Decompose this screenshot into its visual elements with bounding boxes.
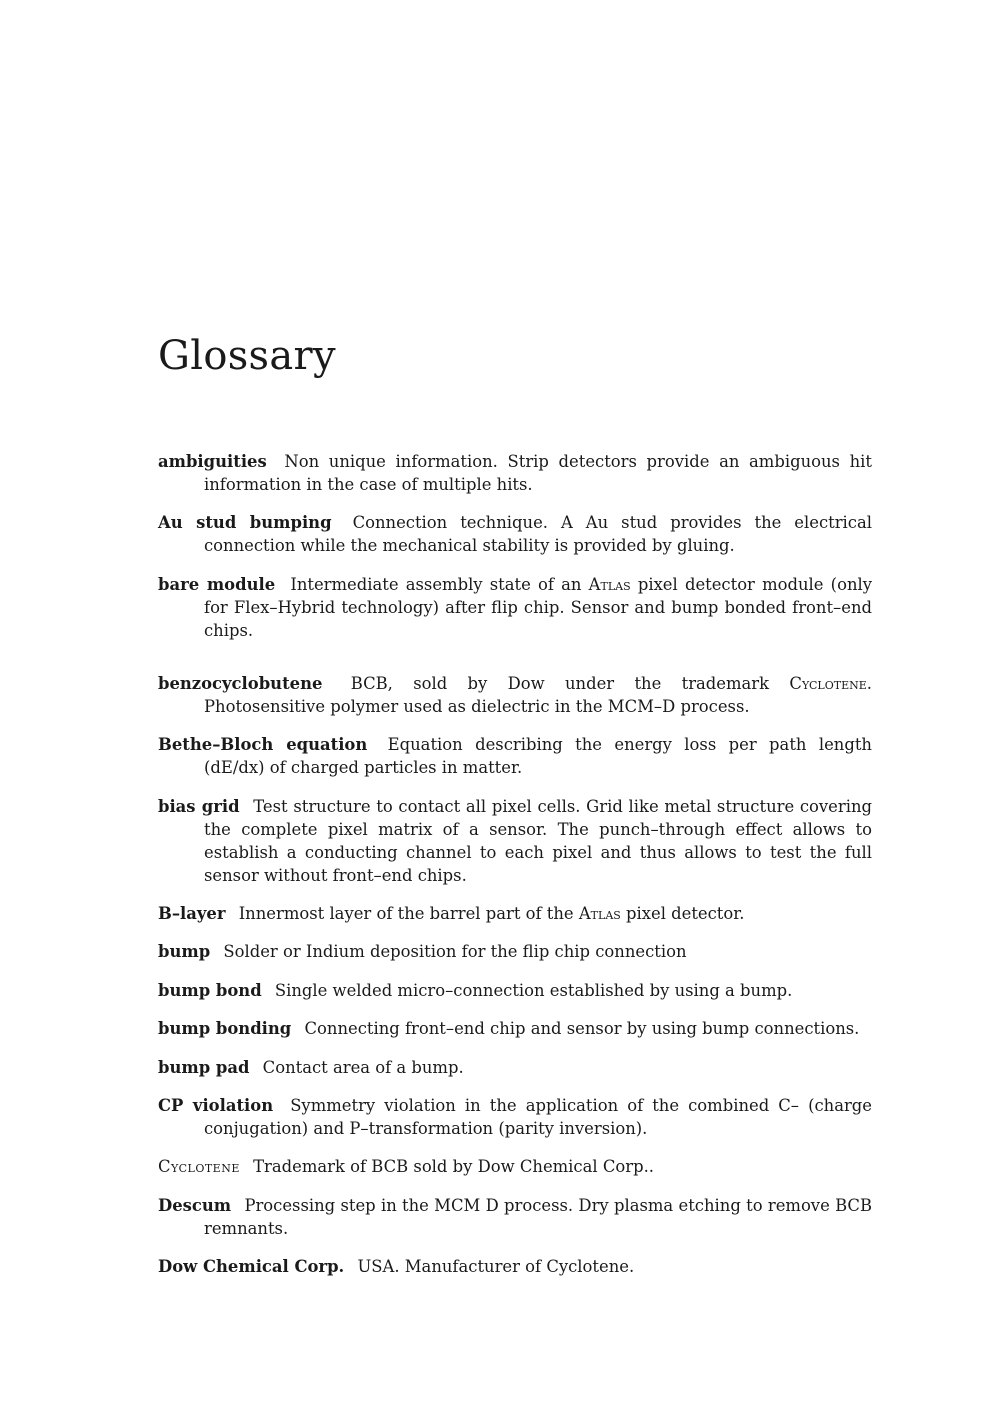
page-title: Glossary — [158, 333, 336, 379]
definition-text: BCB, sold by Dow under the trademark — [350, 673, 790, 693]
glossary-term: Bethe–Bloch equation — [158, 735, 368, 755]
glossary-definition: Equation describing the energy loss per path length (dE/dx) of charged particles in matter. — [204, 735, 872, 778]
glossary-definition: Contact area of a bump. — [262, 1057, 464, 1077]
glossary-entry-descum — [158, 1194, 872, 1240]
glossary-definition: Solder or Indium deposition for the flip chip connection — [223, 942, 687, 962]
glossary-entry-cyclotene — [158, 1155, 872, 1178]
glossary-entry-bump-bonding — [158, 1017, 872, 1040]
glossary-definition: USA. Manufacturer of Cyclotene. — [357, 1257, 635, 1277]
glossary-entry-benzocyclobutene — [158, 672, 872, 718]
glossary-definition: Single welded micro–connection established by using a bump. — [274, 980, 793, 1000]
glossary-entry-bump-pad — [158, 1056, 872, 1079]
glossary-term: bump bonding — [158, 1019, 292, 1039]
glossary-entry-ambiguities — [158, 450, 872, 496]
glossary-term: Cyclotene — [158, 1157, 240, 1177]
glossary-definition: Processing step in the MCM D process. Dry plasma etching to remove BCB remnants. — [204, 1195, 873, 1238]
glossary-term: bare module — [158, 574, 276, 594]
glossary-definition: Connecting front–end chip and sensor by using bump connections. — [304, 1019, 860, 1039]
definition-text: . Photosensitive polymer used as dielectric in the MCM–D process. — [204, 673, 872, 716]
glossary-term: Descum — [158, 1195, 232, 1215]
glossary-definition — [239, 904, 745, 923]
glossary-definition: Test structure to contact all pixel cells. Grid like metal structure covering the complete pixel matrix of a sensor. The punch–through effect allows to establish a conducting channel to each pixel and thus allows to test the full sensor without front–end chips. — [204, 796, 873, 885]
definition-text: pixel detector module (only for Flex–Hybrid technology) after flip chip. Sensor and bump bonded front–end chips. — [204, 574, 873, 640]
definition-smallcaps-name: Atlas — [578, 903, 621, 923]
glossary-definition — [204, 575, 872, 640]
glossary-term: CP violation — [158, 1095, 274, 1115]
glossary-definition: Trademark of BCB sold by Dow Chemical Corp.. — [253, 1157, 654, 1177]
glossary-term: bump bond — [158, 980, 262, 1000]
glossary-term: bump pad — [158, 1057, 250, 1077]
glossary-entry-au-stud-bumping — [158, 511, 872, 557]
glossary-term: benzocyclobutene — [158, 673, 323, 693]
glossary-definition: Symmetry violation in the application of the combined C– (charge conjugation) and P–transformation (parity inversion). — [204, 1095, 872, 1138]
definition-text: pixel detector. — [620, 903, 745, 923]
glossary-entry-bethe-bloch-equation — [158, 733, 872, 779]
glossary-term: ambiguities — [158, 452, 267, 471]
glossary-entry-dow-chemical-corp — [158, 1255, 872, 1278]
glossary-definition: Non unique information. Strip detectors provide an ambiguous hit information in the case of multiple hits. — [204, 452, 872, 494]
definition-smallcaps-name: Cyclotene — [789, 673, 867, 693]
glossary-entry-bare-module — [158, 573, 872, 642]
glossary-entry-bias-grid — [158, 795, 872, 887]
glossary-term: bias grid — [158, 796, 240, 816]
definition-text: Innermost layer of the barrel part of the — [238, 903, 579, 923]
definition-text: Intermediate assembly state of an — [290, 574, 589, 594]
glossary-entry-b-layer — [158, 902, 872, 925]
glossary-term: Au stud bumping — [158, 513, 332, 533]
glossary-term: B–layer — [158, 903, 226, 923]
glossary-entry-cp-violation — [158, 1094, 872, 1140]
glossary-definition: Connection technique. A Au stud provides the electrical connection while the mechanical stability is provided by gluing. — [204, 513, 872, 556]
glossary-entry-bump-bond — [158, 979, 872, 1002]
definition-smallcaps-name: Atlas — [588, 574, 631, 594]
glossary-list — [158, 450, 872, 1293]
glossary-term: Dow Chemical Corp. — [158, 1257, 345, 1277]
glossary-term: bump — [158, 942, 211, 962]
glossary-entry-bump — [158, 940, 872, 963]
